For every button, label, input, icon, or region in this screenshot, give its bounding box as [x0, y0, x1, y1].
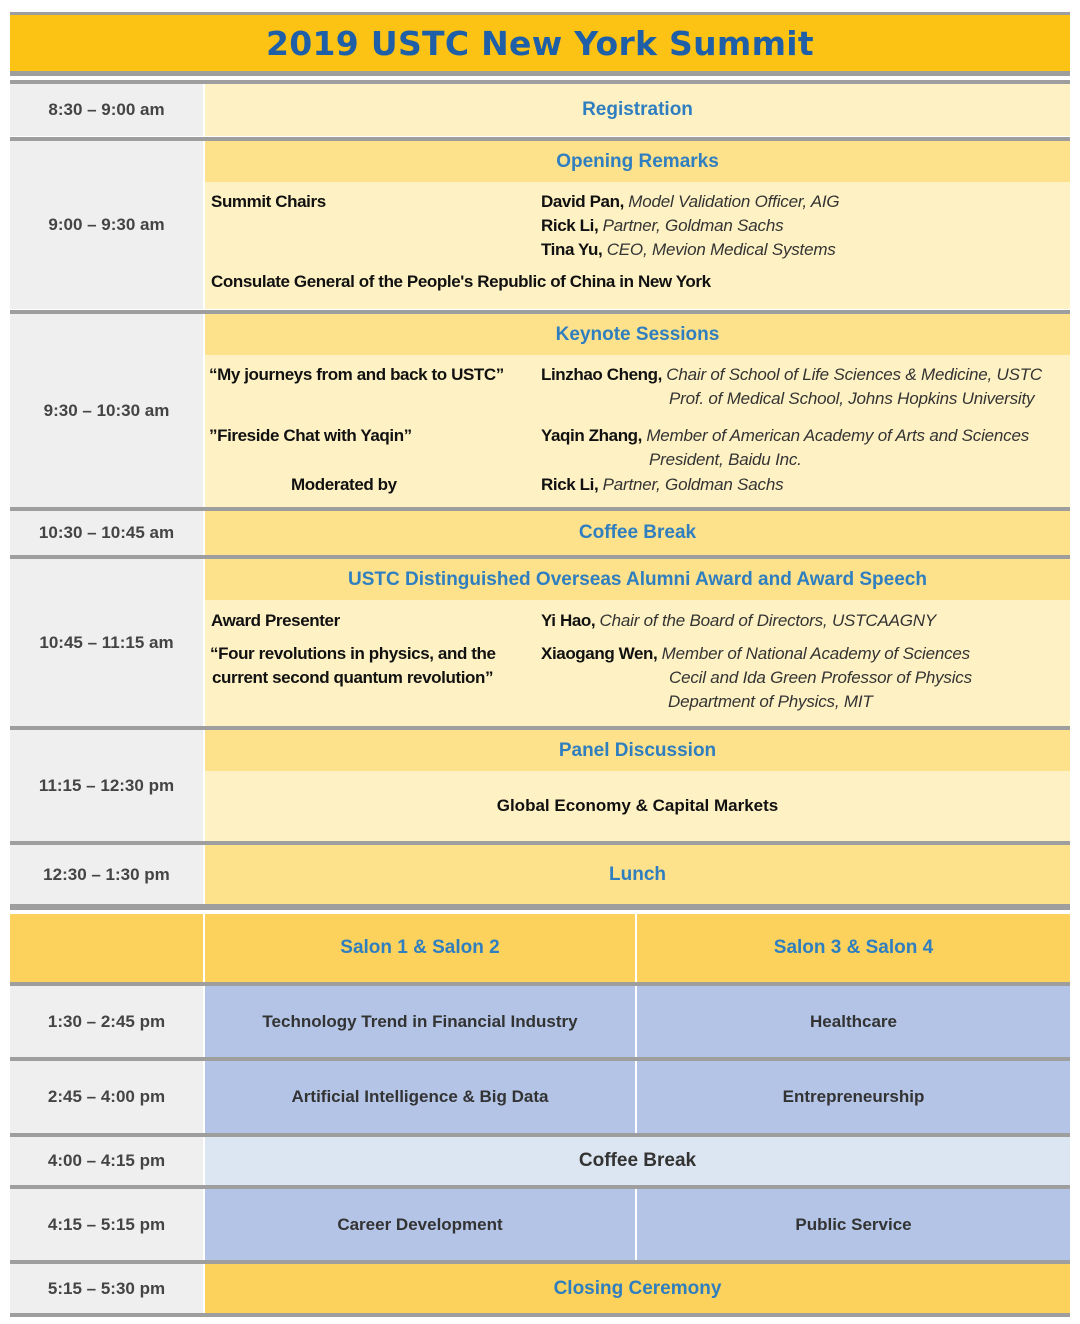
session-entrepreneurship: Entrepreneurship — [782, 1087, 925, 1106]
salon-row-3-left — [205, 1189, 635, 1260]
title-banner — [10, 12, 1070, 76]
keynote-body — [205, 355, 1070, 507]
award-talk-line1: “Four revolutions in physics, and the — [210, 644, 496, 663]
salon-header-left — [205, 914, 635, 982]
registration-label: Registration — [582, 99, 693, 120]
moderator: Rick Li, Partner, Goldman Sachs — [541, 475, 784, 494]
salon-3-4-label: Salon 3 & Salon 4 — [773, 937, 934, 958]
award-label: USTC Distinguished Overseas Alumni Award and Award Speech — [348, 568, 927, 590]
chair-2: Rick Li, Partner, Goldman Sachs — [541, 216, 784, 235]
talk-2: ”Fireside Chat with Yaqin” — [209, 426, 412, 445]
award-talk-line2: current second quantum revolution” — [212, 668, 494, 687]
coffee-2-label: Coffee Break — [578, 1150, 697, 1171]
session-healthcare: Healthcare — [810, 1011, 897, 1031]
salon-row-1-right — [637, 986, 1070, 1057]
time-coffee-1: 10:30 – 10:45 am — [10, 511, 203, 555]
speaker-1: Linzhao Cheng, Chair of School of Life Sciences & Medicine, USTC — [541, 365, 1042, 384]
award-presenter: Yi Hao, Chair of the Board of Directors, USTCAAGNY — [541, 611, 936, 630]
session-technology-trend: Technology Trend in Financial Industry — [262, 1011, 578, 1031]
time-registration: 8:30 – 9:00 am — [10, 84, 203, 136]
time-lunch: 12:30 – 1:30 pm — [10, 845, 203, 904]
opening-header — [205, 141, 1070, 182]
keynote-header — [205, 314, 1070, 355]
panel-header — [205, 730, 1070, 771]
coffee-1-label: Coffee Break — [578, 522, 697, 543]
award-speaker: Xiaogang Wen, Member of National Academy of Sciences — [541, 644, 970, 663]
speaker-2: Yaqin Zhang, Member of American Academy of Arts and Sciences — [541, 426, 1030, 445]
speaker-2-title2: President, Baidu Inc. — [649, 450, 802, 469]
salon-1-2-label: Salon 1 & Salon 2 — [340, 937, 500, 958]
panel-label: Panel Discussion — [558, 739, 717, 761]
salon-header-right — [637, 914, 1070, 982]
talk-1: “My journeys from and back to USTC” — [209, 365, 504, 384]
session-ai-big-data: Artificial Intelligence & Big Data — [291, 1087, 549, 1106]
time-award: 10:45 – 11:15 am — [10, 559, 203, 726]
award-presenter-label: Award Presenter — [211, 611, 340, 630]
lunch-cell — [205, 845, 1070, 904]
coffee-1-cell — [205, 511, 1070, 555]
closing-label: Closing Ceremony — [553, 1277, 722, 1299]
time-salon-row-3: 4:15 – 5:15 pm — [10, 1189, 203, 1260]
lunch-label: Lunch — [609, 863, 666, 885]
moderated-by-label: Moderated by — [291, 475, 397, 494]
session-public-service: Public Service — [795, 1214, 912, 1234]
page-title: 2019 USTC New York Summit — [266, 23, 814, 63]
opening-body — [205, 182, 1070, 309]
award-speaker-title2: Cecil and Ida Green Professor of Physics — [669, 668, 972, 687]
award-speaker-title3: Department of Physics, MIT — [668, 692, 873, 711]
salon-row-2-right — [637, 1061, 1070, 1133]
time-keynote: 9:30 – 10:30 am — [10, 314, 203, 507]
salon-row-1-left — [205, 986, 635, 1057]
award-body — [205, 600, 1070, 726]
keynote-label: Keynote Sessions — [555, 323, 720, 345]
salon-row-2-left — [205, 1061, 635, 1133]
award-header — [205, 559, 1070, 600]
summit-chairs-label: Summit Chairs — [211, 192, 326, 211]
bottom-border — [10, 1313, 1070, 1317]
salon-row-3-right — [637, 1189, 1070, 1260]
time-salon-row-2: 2:45 – 4:00 pm — [10, 1061, 203, 1133]
time-opening: 9:00 – 9:30 am — [10, 141, 203, 309]
session-career-development: Career Development — [337, 1214, 503, 1234]
opening-label: Opening Remarks — [556, 150, 719, 172]
time-panel: 11:15 – 12:30 pm — [10, 730, 203, 841]
coffee-2-cell — [205, 1137, 1070, 1185]
time-salon-row-1: 1:30 – 2:45 pm — [10, 986, 203, 1057]
panel-topic: Global Economy & Capital Markets — [496, 796, 779, 815]
time-closing: 5:15 – 5:30 pm — [10, 1264, 203, 1313]
panel-body — [205, 771, 1070, 841]
chair-3: Tina Yu, CEO, Mevion Medical Systems — [541, 240, 836, 259]
speaker-1-title2: Prof. of Medical School, Johns Hopkins University — [669, 389, 1035, 408]
consulate-text: Consulate General of the People's Republic of China in New York — [211, 272, 711, 291]
registration-cell — [205, 84, 1070, 136]
chair-1: David Pan, Model Validation Officer, AIG — [541, 192, 840, 211]
closing-cell — [205, 1264, 1070, 1313]
section-divider — [10, 904, 1070, 910]
time-coffee-2: 4:00 – 4:15 pm — [10, 1137, 203, 1185]
